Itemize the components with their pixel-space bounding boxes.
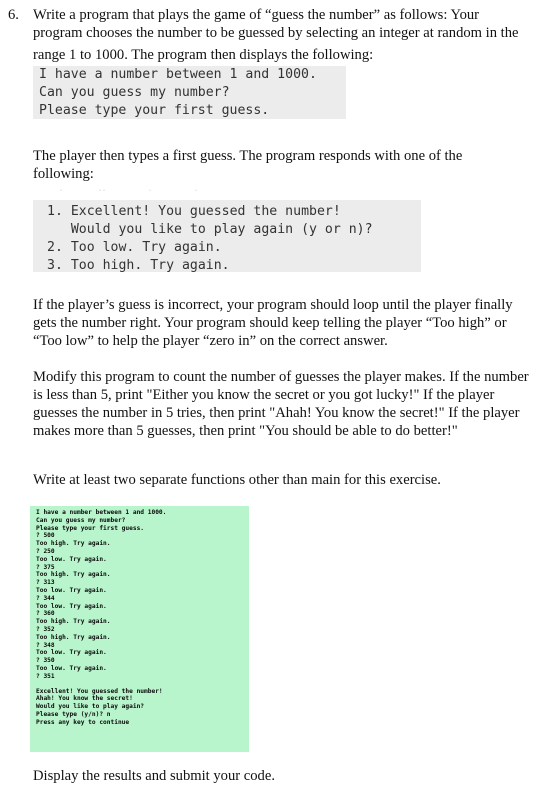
console-line: I have a number between 1 and 1000. — [36, 509, 167, 516]
intro-line-1: Write a program that plays the game of “guess the number” as follows: Your — [33, 7, 480, 23]
code-line: 2. Too low. Try again. — [47, 240, 222, 255]
loop-paragraph: If the player’s guess is incorrect, your program should loop until the player finally gets the number right. Your program should keep telling the player “Too high” or “Too low” to help the player “zero in” on the correct answer. — [33, 297, 513, 349]
console-line: Too low. Try again. — [36, 664, 107, 672]
console-line: Too high. Try again. — [36, 618, 111, 626]
final-instruction: Display the results and submit your code. — [33, 768, 275, 784]
console-line: Too low. Try again. — [36, 602, 107, 610]
functions-paragraph: Write at least two separate functions other than main for this exercise. — [33, 472, 441, 488]
modify-paragraph: Modify this program to count the number of guesses the player makes. If the number is less than 5, print "Either you know the secret or you got lucky!" If the player guesses the number in 5 tries, then print "Ahah! You know the secret!" If the player makes more than 5 guesses, then print "You should be able to do better!" — [33, 369, 529, 439]
console-line: Would you like to play again? — [36, 703, 145, 711]
console-line: Press any key to continue — [36, 718, 130, 726]
console-line: Can you guess my number? — [36, 516, 126, 524]
code-line: 1. Excellent! You guessed the number! — [47, 204, 341, 219]
intro-line-2: program chooses the number to be guessed by selecting an integer at random in the — [33, 25, 519, 41]
code-line: 3. Too high. Try again. — [47, 258, 230, 273]
console-line: ? 500 — [36, 532, 55, 540]
code-line: Would you like to play again (y or n)? — [47, 222, 373, 237]
console-line: ? 313 — [36, 579, 55, 587]
console-line: ? 352 — [36, 625, 55, 633]
console-line: Excellent! You guessed the number! — [36, 687, 163, 695]
console-line: ? 351 — [36, 672, 55, 680]
console-line: Too low. Try again. — [36, 649, 107, 657]
code-line: I have a number between 1 and 1000. — [39, 67, 317, 82]
responds-paragraph: The player then types a first guess. The program responds with one of the following: — [33, 148, 463, 182]
console-line: Please type your first guess. — [36, 524, 145, 532]
display-code-block — [33, 66, 346, 119]
console-line: Too low. Try again. — [36, 555, 107, 563]
console-line: Please type (y/n)? n — [36, 710, 111, 718]
console-line: Too high. Try again. — [36, 633, 111, 641]
code-line: Can you guess my number? — [39, 85, 230, 100]
code-line: Please type your first guess. — [39, 103, 270, 118]
question-number: 6. — [8, 7, 19, 23]
console-line: ? 375 — [36, 563, 55, 571]
console-line: ? 350 — [36, 657, 55, 665]
console-line: ? 348 — [36, 641, 55, 649]
console-line: Too high. Try again. — [36, 571, 111, 579]
dotted-artifact: · ·· · · — [60, 188, 199, 194]
intro-line-3: range 1 to 1000. The program then displays the following: — [33, 47, 374, 63]
console-line: Too high. Try again. — [36, 540, 111, 548]
console-line: Ahah! You know the secret! — [36, 695, 133, 703]
responses-code-block — [33, 200, 421, 272]
console-line: ? 250 — [36, 547, 55, 555]
console-line: Too low. Try again. — [36, 586, 107, 594]
sample-output-console — [30, 506, 249, 752]
console-line: ? 344 — [36, 594, 55, 602]
console-line: ? 360 — [36, 610, 55, 618]
